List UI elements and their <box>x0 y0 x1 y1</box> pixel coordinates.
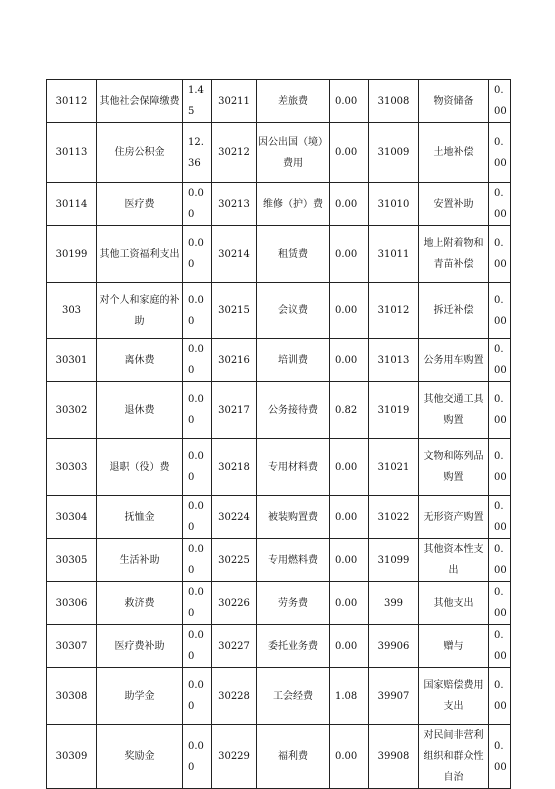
item-amount: 0.00 <box>183 539 212 582</box>
item-amount: 0.00 <box>183 226 212 283</box>
item-amount: 0.00 <box>489 668 511 725</box>
table-body <box>47 80 511 789</box>
item-amount: 0.00 <box>330 439 369 496</box>
item-code: 31009 <box>369 123 419 183</box>
item-amount: 0.00 <box>489 725 511 789</box>
item-name: 退休费 <box>97 382 183 439</box>
item-amount: 1.45 <box>183 80 212 123</box>
item-name: 福利费 <box>257 725 330 789</box>
item-amount: 0.00 <box>489 183 511 226</box>
item-code: 31011 <box>369 226 419 283</box>
item-code: 30217 <box>212 382 257 439</box>
item-code: 30215 <box>212 283 257 339</box>
item-amount: 0.00 <box>330 625 369 668</box>
item-code: 30214 <box>212 226 257 283</box>
item-code: 30218 <box>212 439 257 496</box>
item-code: 31019 <box>369 382 419 439</box>
item-name: 国家赔偿费用支出 <box>419 668 489 725</box>
item-code: 31022 <box>369 496 419 539</box>
item-code: 30212 <box>212 123 257 183</box>
table-row <box>47 283 511 339</box>
item-name: 工会经费 <box>257 668 330 725</box>
item-name: 培训费 <box>257 339 330 382</box>
item-name: 被装购置费 <box>257 496 330 539</box>
item-amount: 0.00 <box>183 339 212 382</box>
item-code: 30225 <box>212 539 257 582</box>
item-name: 奖励金 <box>97 725 183 789</box>
item-code: 39907 <box>369 668 419 725</box>
table-row <box>47 625 511 668</box>
item-amount: 0.00 <box>330 226 369 283</box>
item-code: 399 <box>369 582 419 625</box>
item-amount: 0.00 <box>330 80 369 123</box>
item-code: 30301 <box>47 339 97 382</box>
item-code: 31012 <box>369 283 419 339</box>
item-amount: 12.36 <box>183 123 212 183</box>
item-code: 31008 <box>369 80 419 123</box>
item-amount: 0.00 <box>330 283 369 339</box>
item-code: 30302 <box>47 382 97 439</box>
item-name: 对民间非营利组织和群众性自治 <box>419 725 489 789</box>
item-name: 赠与 <box>419 625 489 668</box>
item-amount: 0.00 <box>183 625 212 668</box>
item-name: 文物和陈列品购置 <box>419 439 489 496</box>
item-amount: 0.00 <box>489 339 511 382</box>
item-amount: 0.00 <box>330 539 369 582</box>
table-row <box>47 123 511 183</box>
table-row <box>47 439 511 496</box>
item-name: 专用材料费 <box>257 439 330 496</box>
item-amount: 0.00 <box>330 582 369 625</box>
item-name: 救济费 <box>97 582 183 625</box>
table-row <box>47 496 511 539</box>
item-name: 医疗费补助 <box>97 625 183 668</box>
item-code: 30213 <box>212 183 257 226</box>
item-amount: 0.00 <box>489 539 511 582</box>
item-name: 安置补助 <box>419 183 489 226</box>
item-amount: 0.00 <box>183 582 212 625</box>
item-name: 生活补助 <box>97 539 183 582</box>
item-name: 劳务费 <box>257 582 330 625</box>
item-amount: 0.00 <box>489 226 511 283</box>
item-amount: 0.00 <box>489 123 511 183</box>
item-amount: 0.82 <box>330 382 369 439</box>
item-code: 30309 <box>47 725 97 789</box>
table-row <box>47 80 511 123</box>
item-amount: 0.00 <box>330 496 369 539</box>
item-amount: 0.00 <box>183 439 212 496</box>
item-code: 31013 <box>369 339 419 382</box>
table-row <box>47 668 511 725</box>
item-code: 30199 <box>47 226 97 283</box>
item-name: 拆迁补偿 <box>419 283 489 339</box>
item-name: 其他交通工具购置 <box>419 382 489 439</box>
item-name: 公务接待费 <box>257 382 330 439</box>
item-code: 31099 <box>369 539 419 582</box>
item-code: 30303 <box>47 439 97 496</box>
table-row <box>47 226 511 283</box>
item-name: 地上附着物和青苗补偿 <box>419 226 489 283</box>
item-name: 委托业务费 <box>257 625 330 668</box>
item-code: 30112 <box>47 80 97 123</box>
item-amount: 0.00 <box>489 80 511 123</box>
item-code: 30304 <box>47 496 97 539</box>
item-amount: 0.00 <box>330 183 369 226</box>
item-amount: 0.00 <box>330 123 369 183</box>
item-code: 30305 <box>47 539 97 582</box>
item-name: 其他社会保障缴费 <box>97 80 183 123</box>
item-amount: 0.00 <box>489 439 511 496</box>
item-code: 30306 <box>47 582 97 625</box>
item-code: 30114 <box>47 183 97 226</box>
item-code: 30229 <box>212 725 257 789</box>
item-amount: 0.00 <box>183 725 212 789</box>
item-amount: 0.00 <box>489 625 511 668</box>
item-name: 其他支出 <box>419 582 489 625</box>
table-row <box>47 382 511 439</box>
item-code: 30211 <box>212 80 257 123</box>
item-name: 差旅费 <box>257 80 330 123</box>
item-amount: 0.00 <box>183 496 212 539</box>
item-name: 退职（役）费 <box>97 439 183 496</box>
item-name: 专用燃料费 <box>257 539 330 582</box>
item-code: 31010 <box>369 183 419 226</box>
item-code: 30226 <box>212 582 257 625</box>
item-amount: 0.00 <box>183 283 212 339</box>
item-code: 30227 <box>212 625 257 668</box>
item-amount: 0.00 <box>489 496 511 539</box>
item-name: 无形资产购置 <box>419 496 489 539</box>
item-name: 物资储备 <box>419 80 489 123</box>
table-row <box>47 339 511 382</box>
item-code: 30228 <box>212 668 257 725</box>
table-row <box>47 582 511 625</box>
item-amount: 0.00 <box>489 582 511 625</box>
item-name: 因公出国（境）费用 <box>257 123 330 183</box>
item-code: 30113 <box>47 123 97 183</box>
item-code: 30216 <box>212 339 257 382</box>
item-name: 医疗费 <box>97 183 183 226</box>
item-code: 30307 <box>47 625 97 668</box>
item-name: 公务用车购置 <box>419 339 489 382</box>
item-amount: 0.00 <box>183 183 212 226</box>
item-amount: 0.00 <box>330 725 369 789</box>
item-name: 住房公积金 <box>97 123 183 183</box>
item-code: 30308 <box>47 668 97 725</box>
item-code: 39908 <box>369 725 419 789</box>
table-row <box>47 725 511 789</box>
item-amount: 0.00 <box>489 382 511 439</box>
item-name: 会议费 <box>257 283 330 339</box>
table-row <box>47 539 511 582</box>
item-amount: 0.00 <box>330 339 369 382</box>
item-name: 对个人和家庭的补助 <box>97 283 183 339</box>
item-amount: 0.00 <box>489 283 511 339</box>
expenditure-table <box>46 79 511 789</box>
item-name: 土地补偿 <box>419 123 489 183</box>
item-name: 维修（护）费 <box>257 183 330 226</box>
item-code: 31021 <box>369 439 419 496</box>
item-name: 助学金 <box>97 668 183 725</box>
item-name: 离休费 <box>97 339 183 382</box>
item-code: 30224 <box>212 496 257 539</box>
item-name: 抚恤金 <box>97 496 183 539</box>
item-amount: 0.00 <box>183 382 212 439</box>
item-name: 其他资本性支出 <box>419 539 489 582</box>
item-code: 39906 <box>369 625 419 668</box>
item-name: 其他工资福利支出 <box>97 226 183 283</box>
item-amount: 0.00 <box>183 668 212 725</box>
item-code: 303 <box>47 283 97 339</box>
item-name: 租赁费 <box>257 226 330 283</box>
item-amount: 1.08 <box>330 668 369 725</box>
table-row <box>47 183 511 226</box>
